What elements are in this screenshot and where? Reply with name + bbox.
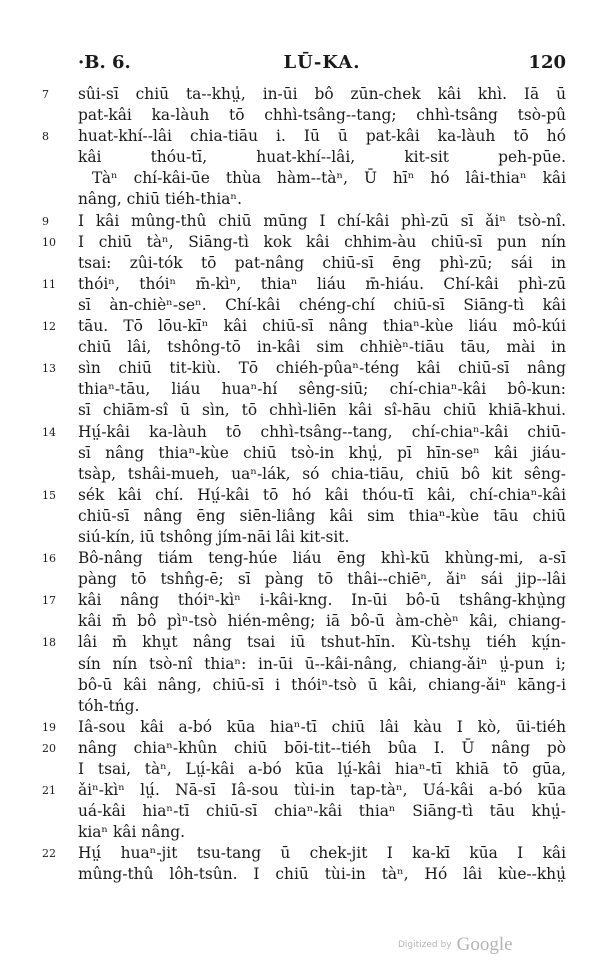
- line-text: nâng, chiū tiéh-thiaⁿ.: [78, 190, 242, 209]
- line-text: uá-kâi hiaⁿ-tī chiū-sī chiaⁿ-kâi thiaⁿ Siāng-tì tāu khṳ̍-: [78, 802, 566, 821]
- line-text: huat-khí--lâi chia-tiāu i. Iū ū pat-kâi ka-làuh tō hó: [78, 127, 566, 146]
- verse-number: 15: [42, 488, 56, 502]
- text-line: [78, 105, 566, 126]
- verse-number: 12: [42, 320, 56, 334]
- text-line: [42, 316, 566, 337]
- line-text: I chiū tàⁿ, Siāng-tì kok kâi chhim-àu chiū-sī pun nín: [78, 232, 566, 251]
- verse-number: 20: [42, 741, 56, 755]
- line-text: sī àn-chièⁿ-seⁿ. Chí-kâi chéng-chí chiū-sī Siāng-tì kâi: [78, 295, 566, 314]
- line-text: thiaⁿ-tāu, liáu huaⁿ-hí sêng-siū; chí-chiaⁿ-kâi bô-kun:: [78, 380, 566, 399]
- verse-number: 21: [42, 784, 56, 798]
- line-text: tāu. Tō lōu-kīⁿ kâi chiū-sī nâng thiaⁿ-kùe liáu mô-kúi: [78, 317, 566, 336]
- text-line: [78, 443, 566, 464]
- verse-number: 18: [42, 636, 56, 650]
- text-line: [42, 590, 566, 611]
- text-line: [42, 84, 566, 105]
- verse-number: 14: [42, 425, 56, 439]
- line-text: I kâi mûng-thû chiū mūng I chí-kâi phì-zū sī ǎiⁿ tsò-nî.: [78, 211, 566, 230]
- text-line: [78, 864, 566, 885]
- line-text: chiū-sī nâng ēng siēn-liâng kâi sim thiaⁿ-kùe tāu chiū: [78, 506, 566, 525]
- text-line: [78, 189, 566, 210]
- line-text: lâi m̄ khṳt nâng tsai iū tshut-hīn. Kù-tshṳ tiéh kṳ́n-: [78, 633, 566, 652]
- line-text: tsàp, tshâi-mueh, uaⁿ-lák, só chia-tiāu, chiū bô kit sêng-: [78, 464, 566, 483]
- line-text: Hṳ́-kâi ka-làuh tō chhì-tsâng--tang, chí-chiaⁿ-kâi chiū-: [78, 422, 566, 441]
- line-text: sī nâng thiaⁿ-kùe chiū tsò-in khṳ̍, pī hīn-seⁿ kâi jiáu-: [78, 443, 566, 462]
- text-line: [78, 654, 566, 675]
- text-line: [42, 232, 566, 253]
- text-line: [78, 337, 566, 358]
- digitized-watermark: [398, 934, 514, 956]
- line-text: chiū lâi, tshông-tō in-kâi sim chhièⁿ-tiāu tāu, mài in: [78, 338, 566, 357]
- line-text: siú-kín, iū tshông jím-nāi lâi kit-sit.: [78, 527, 350, 546]
- text-line: [42, 485, 566, 506]
- text-line: [78, 822, 566, 843]
- text-line: [42, 126, 566, 147]
- text-line: [78, 759, 566, 780]
- watermark-prefix: Digitized by: [398, 940, 452, 950]
- line-text: tóh-tńg.: [78, 696, 140, 715]
- verse-number: 17: [42, 594, 56, 608]
- section-label: ·B. 6.: [78, 52, 131, 73]
- text-line: [78, 801, 566, 822]
- line-text: Hṳ́ huaⁿ-jit tsu-tang ū chek-jit I ka-kī kūa I kâi: [78, 844, 566, 863]
- text-line: [42, 780, 566, 801]
- page-title: LŪ-KA.: [283, 52, 361, 73]
- text-line: [78, 168, 566, 189]
- text-line: [78, 569, 566, 590]
- text-line: [78, 506, 566, 527]
- text-line: [78, 379, 566, 400]
- text-line: [42, 274, 566, 295]
- verse-number: 7: [42, 88, 49, 101]
- text-line: [78, 253, 566, 274]
- line-text: pàng tō tshn̂g-ē; sī pàng tō thâi--chiēⁿ, ǎiⁿ sái jip--lâi: [78, 570, 566, 589]
- text-line: [78, 147, 566, 168]
- text-line: [78, 464, 566, 485]
- text-line: [42, 632, 566, 653]
- line-text: Iâ-sou kâi a-bó kūa hiaⁿ-tī chiū lâi kàu I kò, ūi-tiéh: [78, 717, 566, 736]
- line-text: sī chiām-sî ū sìn, tō chhì-liēn kâi sî-hāu chiū khiā-khui.: [78, 401, 566, 420]
- verse-number: 10: [42, 235, 56, 249]
- page-number: 120: [528, 52, 566, 73]
- text-line: [42, 548, 566, 569]
- line-text: I tsai, tàⁿ, Lṳ́-kâi a-bó kūa lṳ́-kâi hiaⁿ-tī khiā tō gūa,: [78, 760, 566, 778]
- line-text: Bô-nâng tiám teng-húe liáu ēng khì-kū khùng-mi, a-sī: [78, 549, 566, 568]
- line-text: mûng-thû lôh-tsûn. I chiū tùi-in tàⁿ, Hó lâi kùe--khṳ̍: [78, 865, 566, 884]
- text-line: [42, 843, 566, 864]
- text-line: [78, 675, 566, 696]
- text-line: [78, 400, 566, 421]
- line-text: nâng chiaⁿ-khûn chiū bōi-tit--tiéh bûa I. Ū nâng pò: [78, 738, 566, 757]
- verse-number: 19: [42, 720, 56, 734]
- verse-number: 8: [42, 130, 49, 144]
- verse-number: 16: [42, 552, 56, 566]
- line-text: pat-kâi ka-làuh tō chhì-tsâng--tang; chhì-tsâng tsò-pû: [78, 106, 566, 125]
- text-line: [78, 696, 566, 717]
- page-header: [78, 52, 566, 76]
- line-text: Tàⁿ chí-kâi-ūe thùa hàm--tàⁿ, Ū hīⁿ hó lâi-thiaⁿ kâi: [92, 169, 566, 188]
- text-line: [42, 717, 566, 738]
- line-text: tsai: zûi-tók tō pat-nâng chiū-sī ēng phì-zū; sái in: [78, 253, 566, 272]
- watermark-brand: Google: [456, 934, 513, 955]
- text-line: [78, 527, 566, 548]
- line-text: bô-ū kâi nâng, chiū-sī i thóiⁿ-tsò ū kâi, chiang-ǎiⁿ kāng-i: [78, 675, 566, 694]
- line-text: kiaⁿ kâi nâng.: [78, 823, 186, 842]
- line-text: kâi thóu-tī, huat-khí--lâi, kit-sit peh-pūe.: [78, 148, 566, 167]
- text-line: [78, 295, 566, 316]
- verse-number: 22: [42, 847, 56, 861]
- line-text: kâi m̄ bô pìⁿ-tsò hién-mêng; iā bô-ū àm-chèⁿ kâi, chiang-: [78, 612, 566, 631]
- verse-number: 9: [42, 214, 49, 228]
- text-line: [42, 738, 566, 759]
- scripture-text: [42, 84, 566, 886]
- line-text: sék kâi chí. Hṳ́-kâi tō hó kâi thóu-tī kâi, chí-chiaⁿ-kâi: [78, 485, 566, 504]
- verse-number: 11: [42, 277, 56, 291]
- text-line: [42, 211, 566, 232]
- line-text: sìn chiū tit-kiù. Tō chiéh-pûaⁿ-téng kâi chiū-sī nâng: [78, 359, 566, 378]
- text-line: [42, 358, 566, 379]
- line-text: ǎiⁿ-kìⁿ lṳ́. Nā-sī Iâ-sou tùi-in tap-tàⁿ, Uá-kâi a-bó kūa: [78, 781, 566, 800]
- line-text: sín nín tsò-nî thiaⁿ: in-ūi ū--kâi-nâng, chiang-ǎiⁿ ṳ̍-pun i;: [78, 654, 566, 673]
- line-text: sûi-sī chiū ta--khṳ̍, in-ūi bô zūn-chek kâi khì. Iā ū: [78, 85, 566, 103]
- verse-number: 13: [42, 362, 56, 376]
- text-line: [78, 611, 566, 632]
- line-text: kâi nâng thóiⁿ-kìⁿ i-kâi-kng. In-ūi bô-ū tshâng-khṳ̀ng: [78, 591, 566, 610]
- line-text: thóiⁿ, thóiⁿ m̄-kìⁿ, thiaⁿ liáu m̄-hiáu. Chí-kâi phì-zū: [78, 274, 566, 293]
- text-line: [42, 422, 566, 443]
